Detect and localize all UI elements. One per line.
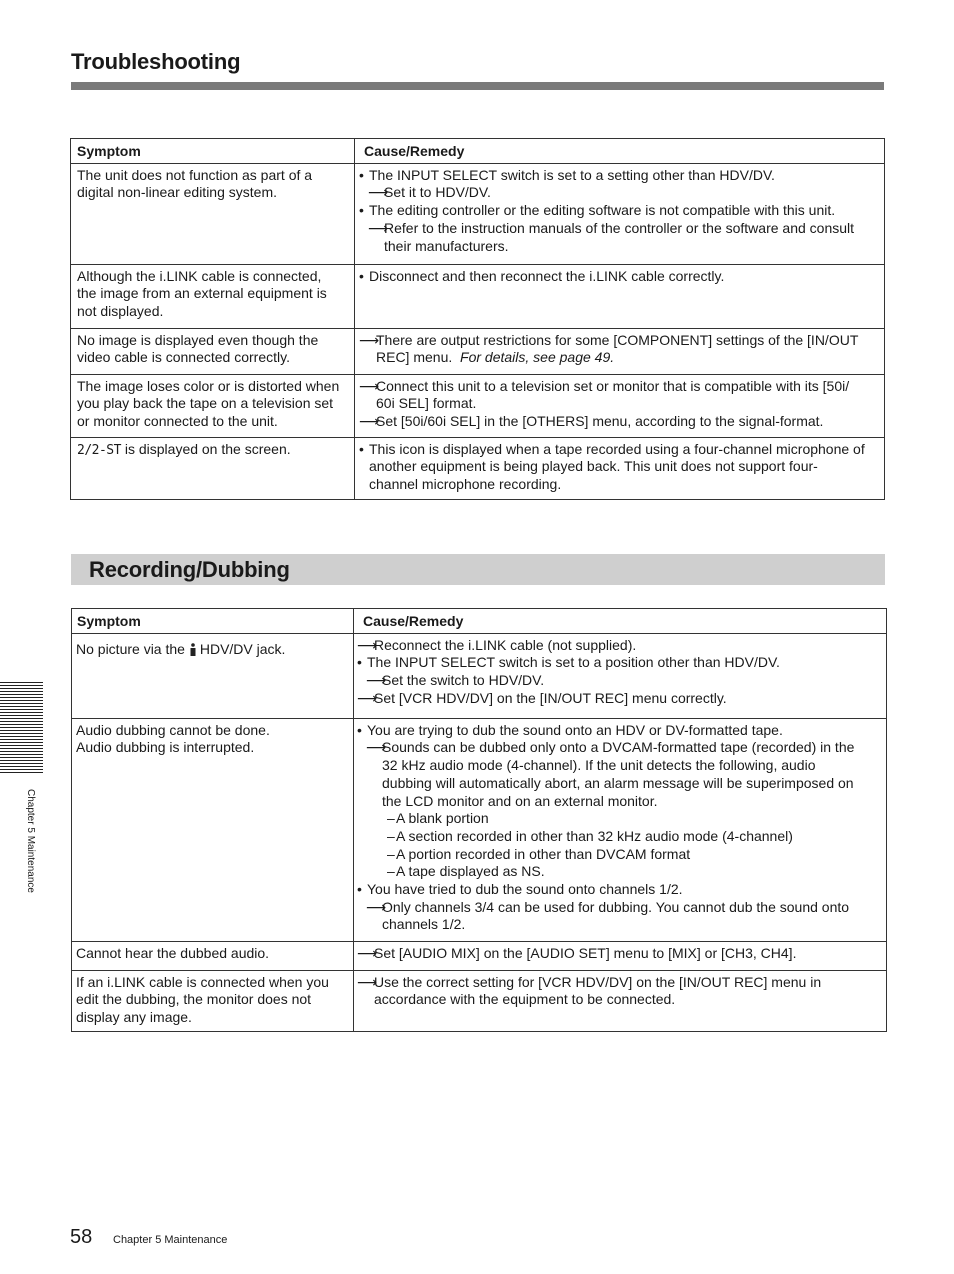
symptom-line: Although the i.LINK cable is connected,: [77, 267, 322, 284]
symptom-cell: [72, 941, 354, 970]
remedy-item: ⟶ Set [AUDIO MIX] on the [AUDIO SET] menu to [MIX] or [CH3, CH4].: [357, 944, 797, 961]
arrow-right-icon: ⟶: [359, 377, 380, 394]
table-row: [71, 163, 885, 264]
table-header-row: [72, 609, 887, 634]
remedy-item: ⟶ Connect this unit to a television set or monitor that is compatible with its [50i/: [359, 377, 850, 394]
symptom-line: Cannot hear the dubbed audio.: [76, 944, 270, 961]
symptom-line: 2/2-ST is displayed on the screen.: [77, 440, 291, 458]
remedy-item: ⟶ There are output restrictions for some [COMPONENT] settings of the [IN/OUT: [359, 331, 859, 348]
bullet-item: • The INPUT SELECT switch is set to a position other than HDV/DV.: [357, 654, 881, 672]
stereo-indicator-icon: 2/2-ST: [77, 442, 121, 458]
remedy-continuation: dubbing will automatically abort, an alarm message will be superimposed on: [382, 774, 854, 791]
bullet-continuation: channel microphone recording.: [369, 476, 562, 493]
bullet-continuation: another equipment is being played back. This unit does not support four-: [369, 458, 818, 475]
remedy-continuation: 32 kHz audio mode (4-channel). If the unit detects the following, audio: [382, 757, 816, 774]
bullet-item: • Disconnect and then reconnect the i.LINK cable correctly.: [359, 268, 879, 286]
symptom-header: Symptom: [72, 609, 354, 634]
cause-cell: [355, 328, 885, 374]
remedy-continuation: REC] menu. For details, see page 49.: [376, 349, 615, 366]
remedy-item: ⟶ Only channels 3/4 can be used for dubbing. You cannot dub the sound onto: [366, 898, 850, 915]
symptom-cell: [71, 437, 355, 499]
dash-item: – A portion recorded in other than DVCAM format: [387, 845, 691, 862]
symptom-line: not displayed.: [77, 303, 164, 320]
table-header-row: [71, 139, 885, 164]
arrow-right-icon: ⟶: [359, 413, 380, 430]
symptom-line: Audio dubbing cannot be done.: [76, 721, 270, 738]
symptom-line: video cable is connected correctly.: [77, 349, 290, 366]
symptom-line: No picture via the HDV/DV jack.: [76, 640, 286, 657]
arrow-right-icon: ⟶: [368, 184, 389, 201]
remedy-item: ⟶ Use the correct setting for [VCR HDV/DV] on the [IN/OUT REC] menu in: [357, 973, 822, 990]
arrow-right-icon: ⟶: [368, 219, 389, 236]
cause-cell: [355, 163, 885, 264]
symptom-cell: [71, 374, 355, 437]
cause-header: Cause/Remedy: [354, 609, 887, 634]
ilink-icon: [189, 643, 197, 656]
symptom-cell: [71, 264, 355, 328]
symptom-line: you play back the tape on a television set: [77, 395, 334, 412]
remedy-item: ⟶ Set the switch to HDV/DV.: [366, 672, 545, 689]
cause-cell: [354, 633, 887, 718]
page-number: 58: [70, 1226, 93, 1248]
symptom-cell: [71, 328, 355, 374]
table-row: [71, 328, 885, 374]
table-row: [72, 718, 887, 941]
remedy-item: ⟶ Refer to the instruction manuals of the controller or the software and consult: [368, 219, 855, 236]
bullet-item: • The INPUT SELECT switch is set to a setting other than HDV/DV.: [359, 167, 879, 185]
section-title-recording: Recording/Dubbing: [89, 557, 290, 582]
bullet-item: • The editing controller or the editing software is not compatible with this unit.: [359, 202, 879, 220]
arrow-right-icon: ⟶: [366, 898, 387, 915]
cause-cell: [354, 970, 887, 1031]
table-row: [72, 633, 887, 718]
symptom-line: If an i.LINK cable is connected when you: [76, 973, 329, 990]
symptom-cell: [71, 163, 355, 264]
arrow-right-icon: ⟶: [366, 672, 387, 689]
remedy-item: ⟶ Set [50i/60i SEL] in the [OTHERS] menu, according to the signal-format.: [359, 413, 824, 430]
cause-cell: [354, 941, 887, 970]
remedy-item: ⟶ Set it to HDV/DV.: [368, 184, 491, 201]
arrow-right-icon: ⟶: [357, 689, 378, 706]
arrow-right-icon: ⟶: [357, 944, 378, 961]
remedy-item: ⟶ Reconnect the i.LINK cable (not supplied).: [357, 636, 637, 653]
dash-item: – A section recorded in other than 32 kHz audio mode (4-channel): [387, 827, 793, 844]
cause-cell: [354, 718, 887, 941]
symptom-line: Audio dubbing is interrupted.: [76, 739, 255, 756]
symptom-line: or monitor connected to the unit.: [77, 413, 278, 430]
dash-item: – A blank portion: [387, 810, 489, 827]
arrow-right-icon: ⟶: [357, 636, 378, 653]
symptom-cell: [72, 718, 354, 941]
section-band-recording: [71, 554, 885, 585]
chapter-tab-marker: [0, 682, 43, 775]
side-chapter-label: Chapter 5 Maintenance: [25, 789, 36, 893]
arrow-right-icon: ⟶: [359, 331, 380, 348]
table-row: [71, 264, 885, 328]
recording-dubbing-table: [71, 608, 887, 1032]
table-row: [71, 374, 885, 437]
remedy-item: ⟶ Set [VCR HDV/DV] on the [IN/OUT REC] menu correctly.: [357, 689, 727, 706]
cause-header: Cause/Remedy: [355, 139, 885, 164]
bullet-item: • This icon is displayed when a tape recorded using a four-channel microphone of: [359, 441, 879, 459]
symptom-line: display any image.: [76, 1009, 192, 1026]
remedy-continuation: 60i SEL] format.: [376, 395, 477, 412]
remedy-item: ⟶ Sounds can be dubbed only onto a DVCAM-formatted tape (recorded) in the: [366, 739, 855, 756]
table-row: [72, 941, 887, 970]
cause-cell: [355, 264, 885, 328]
bullet-item: • You are trying to dub the sound onto an HDV or DV-formatted tape.: [357, 722, 881, 740]
symptom-cell: [72, 970, 354, 1031]
remedy-continuation: channels 1/2.: [382, 916, 466, 933]
symptom-line: The image loses color or is distorted when: [77, 377, 340, 394]
title-rule: [71, 82, 884, 90]
cause-cell: [355, 437, 885, 499]
remedy-continuation: their manufacturers.: [384, 237, 509, 254]
symptom-line: the image from an external equipment is: [77, 285, 327, 302]
troubleshooting-table: [70, 138, 885, 500]
table-row: [72, 970, 887, 1031]
symptom-cell: [72, 633, 354, 718]
dash-item: – A tape displayed as NS.: [387, 863, 545, 880]
cause-cell: [355, 374, 885, 437]
symptom-line: digital non-linear editing system.: [77, 184, 277, 201]
symptom-line: No image is displayed even though the: [77, 331, 319, 348]
arrow-right-icon: ⟶: [357, 973, 378, 990]
page-reference: For details, see page 49.: [460, 349, 615, 366]
arrow-right-icon: ⟶: [366, 739, 387, 756]
symptom-line: edit the dubbing, the monitor does not: [76, 991, 312, 1008]
symptom-header: Symptom: [71, 139, 355, 164]
table-row: [71, 437, 885, 499]
symptom-line: The unit does not function as part of a: [77, 166, 313, 183]
remedy-continuation: accordance with the equipment to be connected.: [374, 991, 676, 1008]
bullet-item: • You have tried to dub the sound onto channels 1/2.: [357, 881, 881, 899]
remedy-continuation: the LCD monitor and on an external monitor.: [382, 792, 658, 809]
footer-chapter: Chapter 5 Maintenance: [113, 1234, 228, 1246]
section-title-troubleshooting: Troubleshooting: [71, 49, 241, 74]
